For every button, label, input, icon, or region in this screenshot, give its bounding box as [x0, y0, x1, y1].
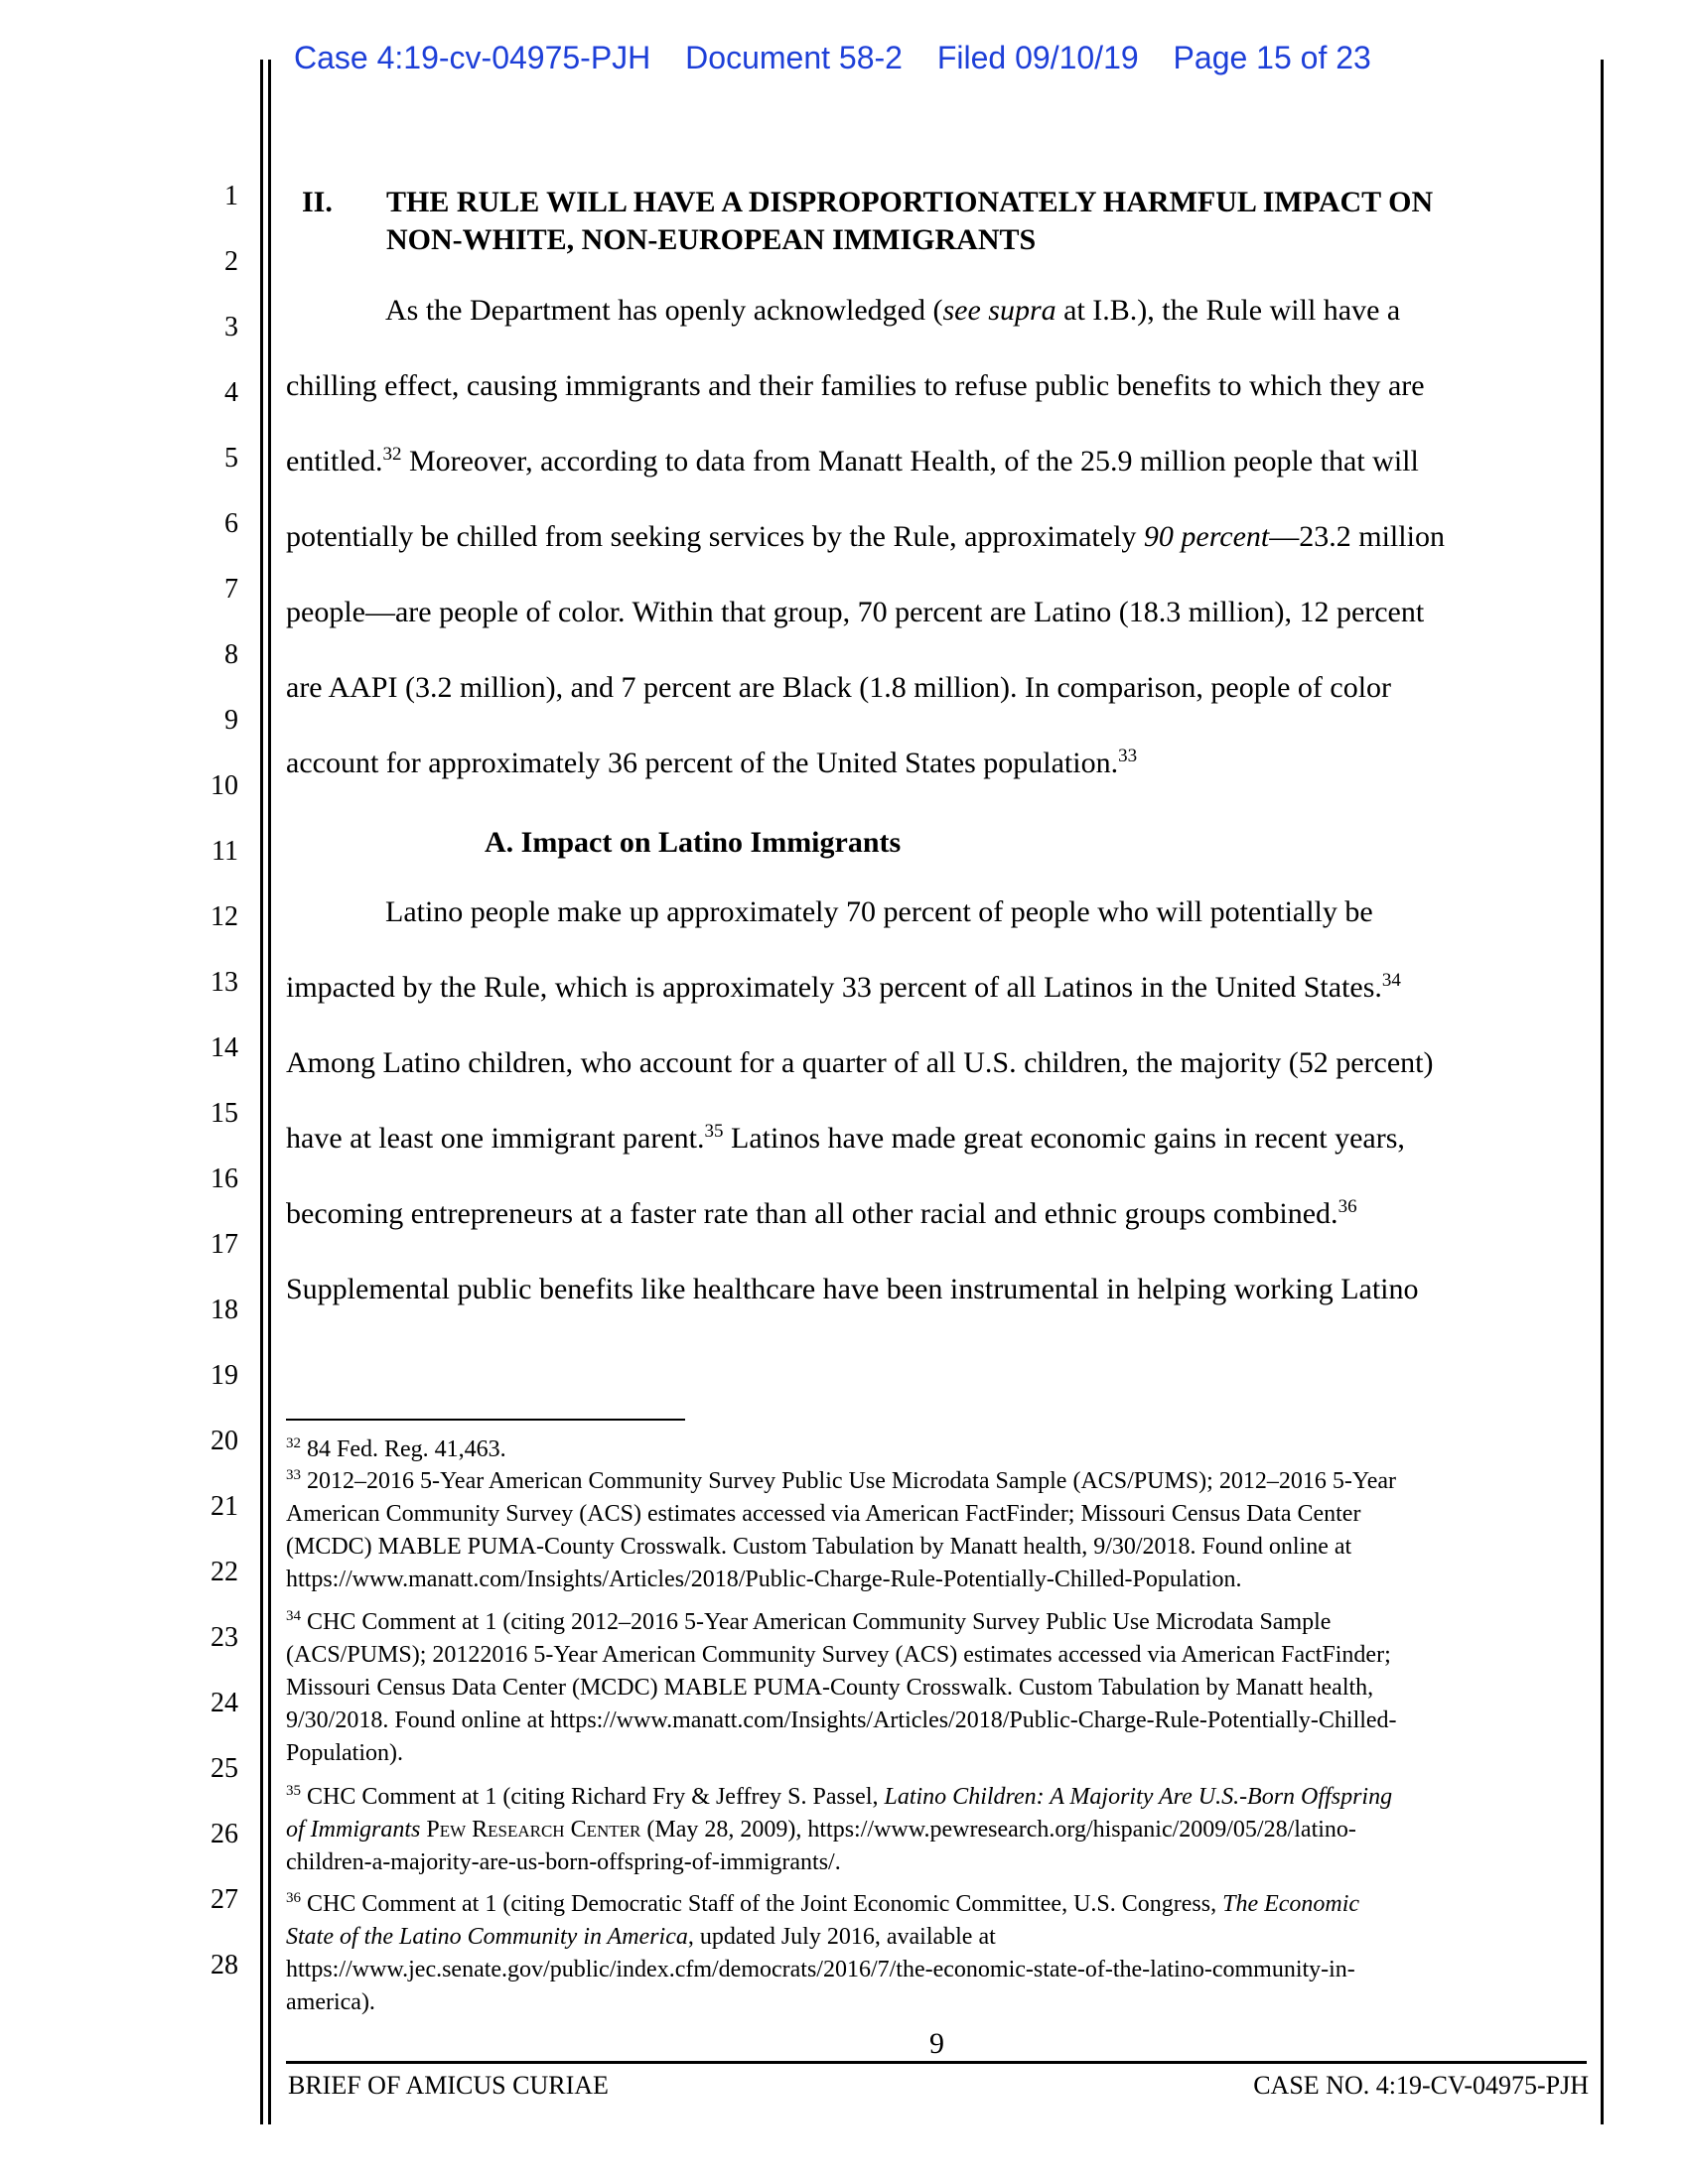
footer-case-number: CASE NO. 4:19-CV-04975-PJH: [1253, 2071, 1589, 2100]
left-margin-rule-outer: [260, 60, 263, 2124]
filed-date: Filed 09/10/19: [936, 40, 1139, 75]
footer-rule: [286, 2061, 1587, 2064]
line-number: 3: [224, 312, 238, 342]
footnote-ref: 35: [704, 1121, 724, 1142]
line-number: 17: [211, 1229, 238, 1260]
section-numeral: II.: [302, 186, 333, 218]
footnote-36: $^{36}$ CHC Comment at 1 (citing Democratic Staff of the Joint Economic Committee, U.S. Congress, The Economic State of the Latino Community in America, updated July 2016, available at https://www.jec.senate.gov/public/index.cfm/democrats/2016/7/the-economic-state-of-the-latino-community-in- america).: [286, 1890, 1360, 2015]
line-number: 21: [211, 1491, 238, 1522]
filing-header: [294, 40, 1397, 76]
body-line: As the Department has openly acknowledged (see supra at I.B.), the Rule will have a: [385, 294, 1401, 327]
body-line: have at least one immigrant parent.$^{35}$ Latinos have made great economic gains in recent years,: [286, 1121, 1405, 1155]
right-margin-rule: [1601, 60, 1604, 2124]
line-number: 6: [224, 508, 238, 539]
body-line: chilling effect, causing immigrants and their families to refuse public benefits to which they are: [286, 369, 1425, 402]
footnote-33: $^{33}$ 2012–2016 5-Year American Community Survey Public Use Microdata Sample (ACS/PUMS); 2012–2016 5-Year American Community Survey (ACS) estimates accessed via American FactFinder; Missouri Census Data Center (MCDC) MABLE PUMA-County Crosswalk. Custom Tabulation by Manatt health, 9/30/2018. Found online at https://www.manatt.com/Insights/Articles/2018/Public-Charge-Rule-Potentially-Chilled-Population.: [286, 1467, 1397, 1592]
line-number: 14: [211, 1032, 238, 1063]
line-number: 7: [224, 574, 238, 605]
body-line: entitled.$^{32}$ Moreover, according to data from Manatt Health, of the 25.9 million people that will: [286, 444, 1419, 478]
body-line: are AAPI (3.2 million), and 7 percent are Black (1.8 million). In comparison, people of color: [286, 671, 1392, 704]
section-heading-line1: THE RULE WILL HAVE A DISPROPORTIONATELY HARMFUL IMPACT ON: [386, 186, 1434, 218]
line-number: 18: [211, 1295, 238, 1325]
body-line: Among Latino children, who account for a quarter of all U.S. children, the majority (52 percent): [286, 1046, 1434, 1079]
footnote-separator: [286, 1419, 685, 1421]
line-number: 13: [211, 967, 238, 998]
subsection-heading: A. Impact on Latino Immigrants: [485, 826, 902, 859]
body-line: Latino people make up approximately 70 percent of people who will potentially be: [385, 895, 1373, 928]
line-number: 20: [211, 1426, 238, 1456]
footnote-ref: 32: [382, 444, 402, 465]
line-number: 10: [211, 770, 238, 801]
line-number: 19: [211, 1360, 238, 1391]
line-number: 8: [224, 639, 238, 670]
line-number: 4: [224, 377, 238, 408]
line-number: 11: [211, 836, 238, 867]
line-number: 12: [211, 901, 238, 932]
body-line: becoming entrepreneurs at a faster rate than all other racial and ethnic groups combined.$^{36}$: [286, 1196, 1357, 1230]
line-number: 27: [211, 1884, 238, 1915]
page-count: Page 15 of 23: [1173, 40, 1371, 75]
footnote-ref: 34: [1381, 970, 1401, 991]
body-line: people—are people of color. Within that group, 70 percent are Latino (18.3 million), 12 percent: [286, 596, 1425, 628]
footnote-32: $^{32}$ 84 Fed. Reg. 41,463.: [286, 1435, 506, 1462]
footnote-35: $^{35}$ CHC Comment at 1 (citing Richard Fry & Jeffrey S. Passel, Latino Children: A Majority Are U.S.-Born Offspring of Immigrants Pew Research Center (May 28, 2009), https://www.pewresearch.org/hispanic/2009/05/28/latino- children-a-majority-are-us-born-offspring-of-immigrants/.: [286, 1783, 1393, 1875]
footnote-34: $^{34}$ CHC Comment at 1 (citing 2012–2016 5-Year American Community Survey Public Use Microdata Sample (ACS/PUMS); 20122016 5-Year American Community Survey (ACS) estimates accessed via American FactFinder; Missouri Census Data Center (MCDC) MABLE PUMA-County Crosswalk. Custom Tabulation by Manatt health, 9/30/2018. Found online at https://www.manatt.com/Insights/Articles/2018/Public-Charge-Rule-Potentially-Chilled- Population).: [286, 1608, 1397, 1766]
line-number: 23: [211, 1622, 238, 1653]
page-number: 9: [929, 2027, 944, 2060]
line-number: 25: [211, 1753, 238, 1784]
line-number: 16: [211, 1163, 238, 1194]
line-number: 24: [211, 1688, 238, 1718]
footer-title: BRIEF OF AMICUS CURIAE: [288, 2071, 609, 2100]
body-line: impacted by the Rule, which is approximately 33 percent of all Latinos in the United States.$^{34}$: [286, 970, 1401, 1004]
line-number: 28: [211, 1950, 238, 1980]
document-number: Document 58-2: [685, 40, 903, 75]
line-number: 26: [211, 1819, 238, 1849]
body-line: potentially be chilled from seeking services by the Rule, approximately 90 percent—23.2 million: [286, 520, 1445, 553]
body-line: Supplemental public benefits like healthcare have been instrumental in helping working Latino: [286, 1273, 1419, 1305]
line-number: 5: [224, 443, 238, 474]
line-number: 9: [224, 705, 238, 736]
body-line: account for approximately 36 percent of the United States population.$^{33}$: [286, 746, 1138, 779]
line-number: 1: [224, 181, 238, 211]
line-number: 22: [211, 1557, 238, 1587]
footnote-ref: 33: [1118, 746, 1138, 766]
left-margin-rule-inner: [268, 60, 271, 2124]
footnote-ref: 36: [1337, 1196, 1357, 1217]
line-number: 15: [211, 1098, 238, 1129]
line-number: 2: [224, 246, 238, 277]
case-number: Case 4:19-cv-04975-PJH: [294, 40, 651, 75]
section-heading-line2: NON-WHITE, NON-EUROPEAN IMMIGRANTS: [386, 223, 1037, 256]
